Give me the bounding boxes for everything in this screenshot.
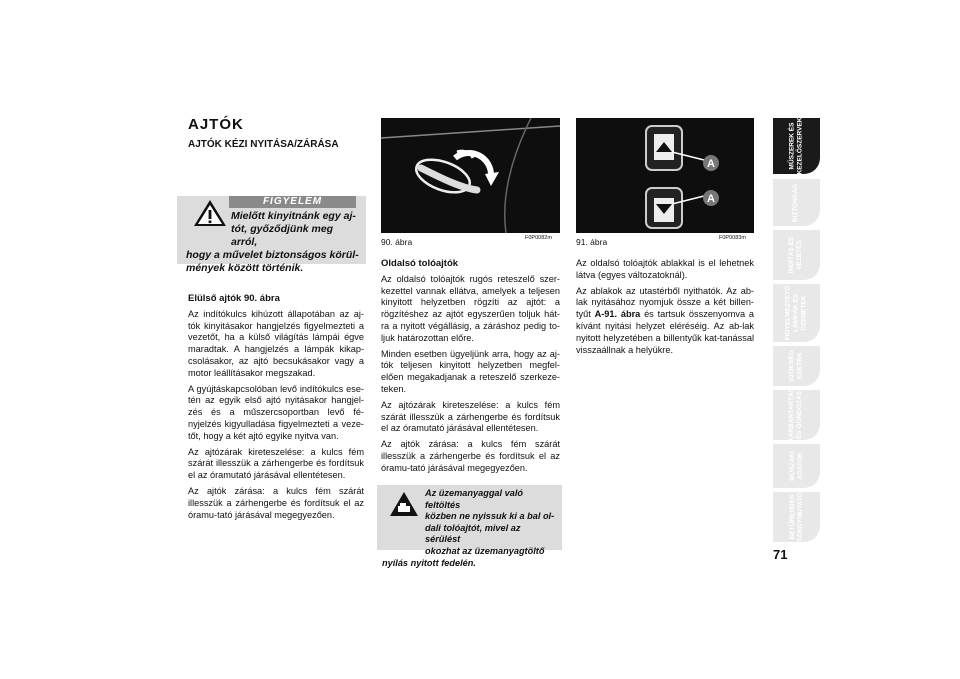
- front-doors-section: [188, 293, 364, 525]
- tab-label: SZÜKSÉG ESETÉN: [788, 350, 804, 382]
- figure-90-code: F0P0082m: [525, 235, 552, 241]
- tab-instruments[interactable]: [773, 118, 820, 174]
- warning-line: hogy a művelet biztonságos körül-: [186, 249, 359, 261]
- sliding-doors-title: Oldalsó tolóajtók: [381, 258, 459, 269]
- marker-a-top: A: [707, 158, 715, 170]
- tab-label: KARBANTARTÁS ÉS GONDOZÁS: [788, 387, 804, 443]
- warning-line: Mielőtt kinyitnánk egy aj-: [231, 210, 356, 222]
- tab-emergency[interactable]: [773, 346, 820, 386]
- paragraph-part: és tartsuk összenyomva a kívánt nyitási helyzet eléréséig. Az ab-lak nyitott helyzetében a billentyűk kat-tanással visszaállnak a helyükre.: [576, 309, 754, 355]
- note-line: nyílás nyitott fedelén.: [382, 557, 476, 568]
- section-heading: AJTÓK: [188, 116, 244, 133]
- note-line: dali tolóajtót, mivel az sérülést: [425, 522, 521, 545]
- tab-starting-driving[interactable]: [773, 230, 820, 280]
- paragraph: Minden esetben ügyeljünk arra, hogy az aj-tók teljesen kinyitott helyzetben megfel-elően megakadjanak a reteszelő szerkeze-teken.: [381, 348, 560, 394]
- tab-label: BETŰRENDES TÁRGYMUTATÓ: [788, 492, 804, 542]
- tab-maintenance[interactable]: [773, 387, 820, 443]
- paragraph: [576, 286, 754, 357]
- page-number: 71: [773, 547, 788, 562]
- section-subheading: AJTÓK KÉZI NYITÁSA/ZÁRÁSA: [188, 139, 339, 150]
- front-doors-title: Elülső ajtók 90. ábra: [188, 293, 280, 304]
- paragraph: Az indítókulcs kihúzott állapotában az aj-tók kinyitásakor hangjelzés figyelmezteti a vezetőt, ha a külső világítás lámpái égve maradtak. A hangjelzés a lámpák kikap-csolásakor, az ajtó becsukásakor vagy a motor leállításakor megszakad.: [188, 308, 364, 378]
- note-text: [382, 488, 558, 569]
- paragraph: Az oldalsó tolóajtók ablakkal is el lehetnek látva (egyes változatoknál).: [576, 258, 754, 280]
- tab-label: INDÍTÁS ÉS VEZETÉS: [788, 236, 804, 274]
- door-handle-illustration: [381, 118, 560, 233]
- tab-index[interactable]: [773, 492, 820, 542]
- paragraph: Az oldalsó tolóajtók rugós reteszelő szer-kezettel vannak ellátva, amelyek a teljesen kinyitott helyzetben rögzíti az ajtót: a rögzítéshez az ajtót egyszerűen toljuk hát-ra a nyitott végállásig, a záráshoz pedig to-ljuk határozottan előre.: [381, 273, 560, 343]
- tab-label: MŰSZEREK ÉS KEZELŐSZERVEK: [788, 117, 804, 175]
- warning-line: tót, győződjünk meg arról,: [231, 223, 334, 248]
- paragraph: A gyújtáskapcsolóban levő indítókulcs ese-tén az egyik első ajtó nyitásakor hangjel-zés és a műszercsoportban levő fé-nyjelzés kigyulladása figyelmezteti a veze-tőt, hogy a két ajtó egyike nyitva van.: [188, 383, 364, 441]
- tab-label: FIGYELMEZTETŐ LÁMPÁK ÉS ÜZENETEK: [784, 285, 808, 341]
- warning-title: FIGYELEM: [229, 196, 356, 208]
- tab-safety[interactable]: [773, 179, 820, 226]
- figure-90-door-handle: [381, 118, 560, 233]
- paragraph: Az ajtózárak kireteszelése: a kulcs fém szárát illesszük a zárhengerbe és fordítsuk el az óramutató járásával ellentétesen.: [188, 446, 364, 481]
- warning-text: [186, 210, 362, 275]
- tab-label: BIZTONSÁG: [792, 183, 800, 222]
- marker-a-bottom: A: [707, 193, 715, 205]
- figure-91-caption: 91. ábra: [576, 237, 608, 247]
- warning-line: mények között történik.: [186, 262, 304, 274]
- tab-technical-data[interactable]: [773, 444, 820, 488]
- window-section: [576, 258, 754, 360]
- note-line: közben ne nyissuk ki a bal ol-: [425, 511, 555, 522]
- figure-reference: A-91. ábra: [594, 309, 641, 320]
- paragraph: Az ajtózárak kireteszelése: a kulcs fém szárát illesszük a zárhengerbe és fordítsuk el az óramutató járásával ellentétesen.: [381, 399, 560, 434]
- figure-91-window-latch: [576, 118, 754, 233]
- figure-90-caption: 90. ábra: [381, 237, 413, 247]
- paragraph: Az ajtók zárása: a kulcs fém szárát illesszük a zárhengerbe és fordítsuk el az óramu-tató járásával megegyezően.: [188, 485, 364, 520]
- window-latch-illustration: [576, 118, 754, 233]
- tab-label: MŰSZAKI ADATOK: [788, 451, 804, 481]
- tab-warning-lights[interactable]: [773, 284, 820, 342]
- figure-91-code: F0P0083m: [719, 235, 746, 241]
- note-line: Az üzemanyaggal való feltöltés: [425, 488, 524, 510]
- sliding-doors-section: [381, 258, 560, 479]
- note-line: okozhat az üzemanyagtöltő: [425, 545, 545, 556]
- paragraph: Az ajtók zárása: a kulcs fém szárát illesszük a zárhengerbe és fordítsuk el az óramu-tató járásával megegyezően.: [381, 439, 560, 473]
- paragraph-part: Az ablakok az utastérből nyithatók. Az ab-lak nyitásához nyomjuk össze a két billen-tyűt: [576, 285, 754, 320]
